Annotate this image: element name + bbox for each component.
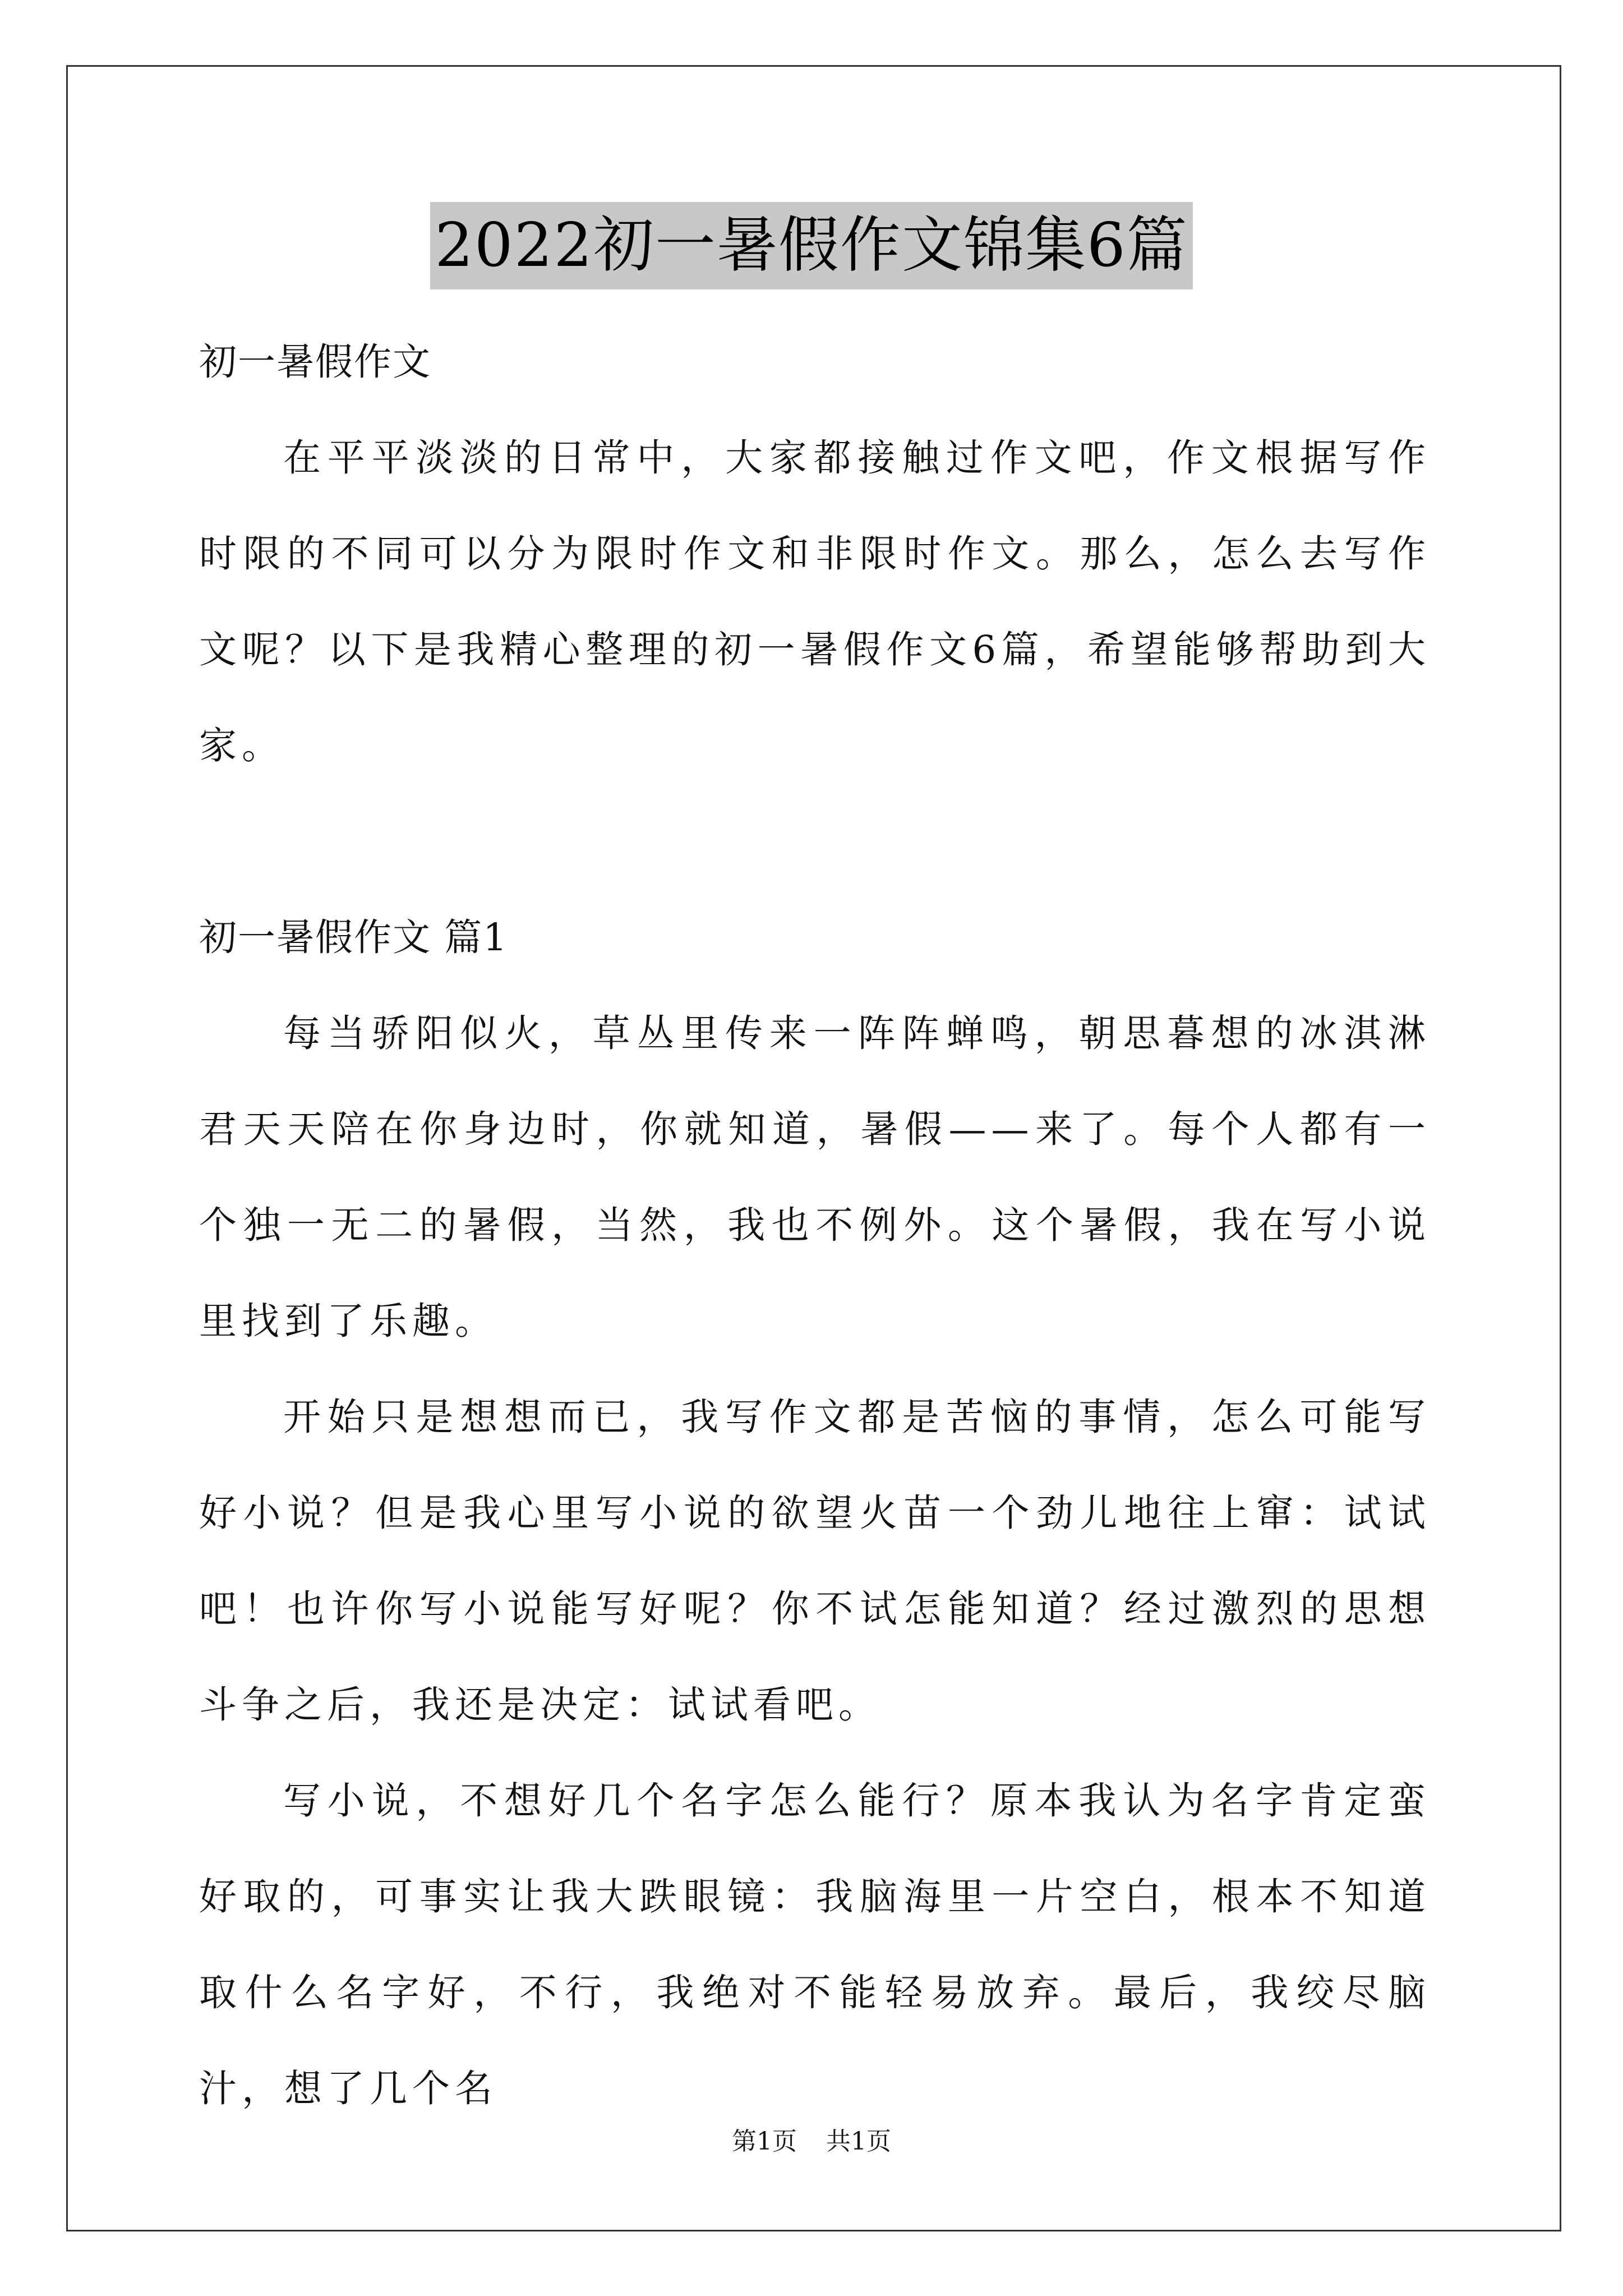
section-spacer <box>199 794 1431 890</box>
intro-paragraph: 在平平淡淡的日常中，大家都接触过作文吧，作文根据写作时限的不同可以分为限时作文和非限时作文。那么，怎么去写作文呢？以下是我精心整理的初一暑假作文6篇，希望能够帮助到大家。 <box>199 436 1431 767</box>
document-title: 2022初一暑假作文锦集6篇 <box>430 202 1193 289</box>
title-container <box>0 202 1623 289</box>
section-heading: 初一暑假作文 篇1 <box>199 915 508 959</box>
page-number: 第1页 <box>732 2127 797 2156</box>
body-paragraph-2: 开始只是想想而已，我写作文都是苦恼的事情，怎么可能写好小说？但是我心里写小说的欲望火苗一个劲儿地往上窜：试试吧！也许你写小说能写好呢？你不试怎能知道？经过激烈的思想斗争之后，我还是决定：试试看吧。 <box>199 1395 1431 1727</box>
intro-heading: 初一暑假作文 <box>199 340 431 384</box>
document-body <box>199 314 1431 2137</box>
body-paragraph-1: 每当骄阳似火，草丛里传来一阵阵蝉鸣，朝思暮想的冰淇淋君天天陪在你身边时，你就知道，暑假——来了。每个人都有一个独一无二的暑假，当然，我也不例外。这个暑假，我在写小说里找到了乐趣。 <box>199 1011 1431 1343</box>
page-total: 共1页 <box>826 2127 891 2156</box>
page-footer <box>0 2125 1623 2159</box>
body-paragraph-3: 写小说，不想好几个名字怎么能行？原本我认为名字肯定蛮好取的，可事实让我大跌眼镜：我脑海里一片空白，根本不知道取什么名字好，不行，我绝对不能轻易放弃。最后，我绞尽脑汁，想了几个名 <box>199 1779 1431 2110</box>
